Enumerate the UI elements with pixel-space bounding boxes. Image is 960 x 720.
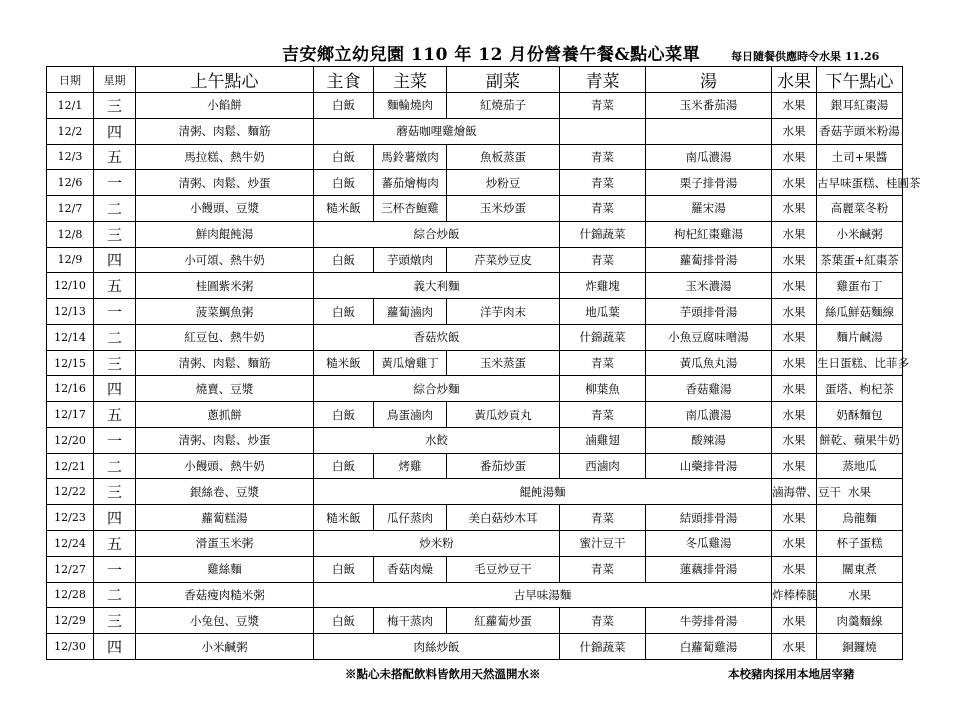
- date-cell: 12/27: [47, 556, 94, 582]
- date-cell: 12/17: [47, 402, 94, 428]
- weekday-cell: 四: [94, 505, 136, 531]
- pm-snack-cell: 關東煮: [817, 556, 903, 582]
- staple-cell: 糙米飯: [314, 196, 374, 222]
- fruit-cell: 水果: [772, 634, 817, 660]
- fruit-cell: 水果: [772, 170, 817, 196]
- combined-meal-cell: 綜合炒麵: [314, 376, 560, 402]
- soup-cell: 冬瓜雞湯: [646, 531, 772, 557]
- staple-cell: 白飯: [314, 402, 374, 428]
- veg-cell: 西滷肉: [560, 453, 646, 479]
- menu-row: [47, 247, 903, 273]
- menu-row: [47, 350, 903, 376]
- weekday-cell: 三: [94, 350, 136, 376]
- date-cell: 12/23: [47, 505, 94, 531]
- date-cell: 12/24: [47, 531, 94, 557]
- staple-cell: 糙米飯: [314, 350, 374, 376]
- date-cell: 12/15: [47, 350, 94, 376]
- fruit-cell: 水果: [772, 196, 817, 222]
- menu-row: [47, 144, 903, 170]
- lunch-menu-table: [46, 66, 921, 660]
- date-cell: 12/6: [47, 170, 94, 196]
- fruit-cell: 水果: [772, 505, 817, 531]
- veg-cell: 青菜: [560, 505, 646, 531]
- header-main: 主菜: [374, 67, 447, 93]
- date-cell: 12/10: [47, 273, 94, 299]
- fruit-cell: 水果: [772, 608, 817, 634]
- main-dish-cell: 馬鈴薯燉肉: [374, 144, 447, 170]
- veg-cell: 炸雞塊: [560, 273, 646, 299]
- staple-cell: 白飯: [314, 144, 374, 170]
- header-pm-snack: 下午點心: [817, 67, 903, 93]
- am-snack-cell: 清粥、肉鬆、麵筋: [136, 118, 314, 144]
- side-dish-cell: 芹菜炒豆皮: [447, 247, 560, 273]
- veg-cell: 青菜: [560, 608, 646, 634]
- fruit-cell: 水果: [772, 247, 817, 273]
- menu-row: [47, 634, 903, 660]
- weekday-cell: 一: [94, 556, 136, 582]
- header-date: 日期: [47, 67, 94, 93]
- staple-cell: 白飯: [314, 556, 374, 582]
- side-dish-cell: 美白菇炒木耳: [447, 505, 560, 531]
- date-cell: 12/1: [47, 93, 94, 119]
- menu-row: [47, 582, 903, 608]
- soup-cell: 南瓜濃湯: [646, 144, 772, 170]
- pm-snack-cell: 小米鹹粥: [817, 221, 903, 247]
- side-dish-cell: 紅蘿蔔炒蛋: [447, 608, 560, 634]
- staple-cell: 糙米飯: [314, 505, 374, 531]
- weekday-cell: 二: [94, 453, 136, 479]
- am-snack-cell: 紅豆包、熱牛奶: [136, 324, 314, 350]
- staple-cell: 白飯: [314, 453, 374, 479]
- veg-cell: 什錦蔬菜: [560, 634, 646, 660]
- date-cell: 12/22: [47, 479, 94, 505]
- am-snack-cell: 鮮肉餛飩湯: [136, 221, 314, 247]
- footer-pork-note: 本校豬肉採用本地居宰豬: [728, 667, 855, 681]
- soup-cell: 蓮藕排骨湯: [646, 556, 772, 582]
- header-soup: 湯: [646, 67, 772, 93]
- pm-snack-cell: 銅鑼燒: [817, 634, 903, 660]
- menu-row: [47, 118, 903, 144]
- main-dish-cell: 瓜仔蒸肉: [374, 505, 447, 531]
- date-cell: 12/3: [47, 144, 94, 170]
- am-snack-cell: 小饅頭、豆漿: [136, 196, 314, 222]
- am-snack-cell: 小餡餅: [136, 93, 314, 119]
- staple-cell: 白飯: [314, 170, 374, 196]
- veg-cell: 青菜: [560, 196, 646, 222]
- menu-row: [47, 453, 903, 479]
- am-snack-cell: 滑蛋玉米粥: [136, 531, 314, 557]
- main-dish-cell: 烤雞: [374, 453, 447, 479]
- combined-meal-cell: 綜合炒飯: [314, 221, 560, 247]
- menu-row: [47, 402, 903, 428]
- header-am-snack: 上午點心: [136, 67, 314, 93]
- fruit-cell: 水果: [772, 427, 817, 453]
- date-cell: 12/9: [47, 247, 94, 273]
- am-snack-cell: 蔥抓餅: [136, 402, 314, 428]
- menu-row: [47, 427, 903, 453]
- soup-cell: 酸辣湯: [646, 427, 772, 453]
- weekday-cell: 三: [94, 93, 136, 119]
- veg-cell: 什錦蔬菜: [560, 324, 646, 350]
- am-snack-cell: 小兔包、豆漿: [136, 608, 314, 634]
- date-cell: 12/21: [47, 453, 94, 479]
- staple-cell: 白飯: [314, 247, 374, 273]
- main-dish-cell: 蘿蔔滷肉: [374, 299, 447, 325]
- staple-cell: 白飯: [314, 299, 374, 325]
- main-dish-cell: 芋頭燉肉: [374, 247, 447, 273]
- soup-cell: 玉米濃湯: [646, 273, 772, 299]
- menu-row: [47, 376, 903, 402]
- side-dish-cell: 黃瓜炒貢丸: [447, 402, 560, 428]
- soup-cell: 山藥排骨湯: [646, 453, 772, 479]
- am-snack-cell: 桂圓紫米粥: [136, 273, 314, 299]
- combined-meal-cell: 餛飩湯麵: [314, 479, 772, 505]
- veg-cell: 柳葉魚: [560, 376, 646, 402]
- menu-row: [47, 221, 903, 247]
- main-dish-cell: 三杯杏鮑雞: [374, 196, 447, 222]
- main-dish-cell: 麵輪燒肉: [374, 93, 447, 119]
- pm-snack-cell: 高麗菜冬粉: [817, 196, 903, 222]
- soup-cell: 結頭排骨湯: [646, 505, 772, 531]
- soup-cell: [646, 118, 772, 144]
- date-cell: 12/30: [47, 634, 94, 660]
- am-snack-cell: 銀絲卷、豆漿: [136, 479, 314, 505]
- am-snack-cell: 清粥、肉鬆、炒蛋: [136, 427, 314, 453]
- date-cell: 12/28: [47, 582, 94, 608]
- weekday-cell: 五: [94, 402, 136, 428]
- veg-cell: 青菜: [560, 556, 646, 582]
- weekday-cell: 四: [94, 634, 136, 660]
- side-dish-cell: 炒粉豆: [447, 170, 560, 196]
- side-dish-cell: 洋芋肉末: [447, 299, 560, 325]
- side-dish-cell: 玉米炒蛋: [447, 196, 560, 222]
- fruit-cell: 水果: [772, 221, 817, 247]
- menu-row: [47, 531, 903, 557]
- veg-cell: 地瓜葉: [560, 299, 646, 325]
- am-snack-cell: 清粥、肉鬆、麵筋: [136, 350, 314, 376]
- weekday-cell: 三: [94, 221, 136, 247]
- veg-cell: 青菜: [560, 170, 646, 196]
- veg-cell: 青菜: [560, 350, 646, 376]
- menu-row: [47, 170, 903, 196]
- soup-cell: 滷海帶、豆干: [772, 479, 817, 505]
- am-snack-cell: 小米鹹粥: [136, 634, 314, 660]
- header-veg: 青菜: [560, 67, 646, 93]
- am-snack-cell: 蘿蔔糕湯: [136, 505, 314, 531]
- date-cell: 12/29: [47, 608, 94, 634]
- pm-snack-cell: 蒸地瓜: [817, 453, 903, 479]
- veg-cell: 青菜: [560, 402, 646, 428]
- am-snack-cell: 燒賣、豆漿: [136, 376, 314, 402]
- side-dish-cell: 魚板蒸蛋: [447, 144, 560, 170]
- menu-row: [47, 479, 903, 505]
- header-staple: 主食: [314, 67, 374, 93]
- main-dish-cell: 香菇肉燥: [374, 556, 447, 582]
- pm-snack-cell: 奶酥麵包: [817, 402, 903, 428]
- pm-snack-cell: 銀耳紅棗湯: [817, 93, 903, 119]
- menu-row: [47, 93, 903, 119]
- menu-title: 吉安鄉立幼兒園 110 年 12 月份營養午餐&點心菜單: [282, 45, 701, 65]
- am-snack-cell: 小饅頭、熱牛奶: [136, 453, 314, 479]
- date-cell: 12/8: [47, 221, 94, 247]
- menu-row: [47, 556, 903, 582]
- pm-snack-cell: 香菇芋頭米粉湯: [817, 118, 903, 144]
- fruit-cell: 水果: [817, 582, 903, 608]
- pm-snack-cell: 肉羹麵線: [817, 608, 903, 634]
- main-dish-cell: 黃瓜燴雞丁: [374, 350, 447, 376]
- soup-cell: 栗子排骨湯: [646, 170, 772, 196]
- fruit-cell: 水果: [772, 118, 817, 144]
- veg-cell: [560, 118, 646, 144]
- weekday-cell: 二: [94, 582, 136, 608]
- pm-snack-cell: 雞蛋布丁: [817, 273, 903, 299]
- am-snack-cell: 清粥、肉鬆、炒蛋: [136, 170, 314, 196]
- date-cell: 12/20: [47, 427, 94, 453]
- veg-cell: 滷雞翅: [560, 427, 646, 453]
- menu-row: [47, 324, 903, 350]
- fruit-cell: 水果: [817, 479, 903, 505]
- weekday-cell: 二: [94, 324, 136, 350]
- weekday-cell: 三: [94, 479, 136, 505]
- soup-cell: 牛蒡排骨湯: [646, 608, 772, 634]
- menu-row: [47, 299, 903, 325]
- soup-cell: 香菇雞湯: [646, 376, 772, 402]
- side-dish-cell: 紅燒茄子: [447, 93, 560, 119]
- pm-snack-cell: 茶葉蛋+紅棗茶: [817, 247, 903, 273]
- fruit-cell: 水果: [772, 453, 817, 479]
- fruit-cell: 水果: [772, 556, 817, 582]
- date-cell: 12/13: [47, 299, 94, 325]
- pm-snack-cell: 蛋塔、枸杞茶: [817, 376, 903, 402]
- main-dish-cell: 蕃茄燴梅肉: [374, 170, 447, 196]
- weekday-cell: 一: [94, 170, 136, 196]
- header-row: [47, 67, 903, 93]
- weekday-cell: 一: [94, 427, 136, 453]
- soup-cell: 芋頭排骨湯: [646, 299, 772, 325]
- fruit-cell: 水果: [772, 273, 817, 299]
- header-side: 副菜: [447, 67, 560, 93]
- weekday-cell: 二: [94, 196, 136, 222]
- date-cell: 12/2: [47, 118, 94, 144]
- staple-cell: 白飯: [314, 608, 374, 634]
- pm-snack-cell: 杯子蛋糕: [817, 531, 903, 557]
- side-dish-cell: 玉米蒸蛋: [447, 350, 560, 376]
- side-dish-cell: 番茄炒蛋: [447, 453, 560, 479]
- date-cell: 12/14: [47, 324, 94, 350]
- soup-cell: 黃瓜魚丸湯: [646, 350, 772, 376]
- pm-snack-cell: 生日蛋糕、比菲多: [817, 350, 903, 376]
- combined-meal-cell: 肉絲炒飯: [314, 634, 560, 660]
- veg-cell: 青菜: [560, 144, 646, 170]
- soup-cell: 蘿蔔排骨湯: [646, 247, 772, 273]
- fruit-cell: 水果: [772, 376, 817, 402]
- weekday-cell: 五: [94, 273, 136, 299]
- main-dish-cell: 鳥蛋滷肉: [374, 402, 447, 428]
- weekday-cell: 五: [94, 144, 136, 170]
- fruit-cell: 水果: [772, 144, 817, 170]
- combined-meal-cell: 炒米粉: [314, 531, 560, 557]
- soup-cell: 枸杞紅棗雞湯: [646, 221, 772, 247]
- soup-cell: 南瓜濃湯: [646, 402, 772, 428]
- combined-meal-cell: 古早味湯麵: [314, 582, 772, 608]
- weekday-cell: 四: [94, 247, 136, 273]
- header-fruit: 水果: [772, 67, 817, 93]
- weekday-cell: 三: [94, 608, 136, 634]
- pm-snack-cell: 餅乾、蘋果牛奶: [817, 427, 903, 453]
- pm-snack-cell: 土司+果醬: [817, 144, 903, 170]
- veg-cell: 什錦蔬菜: [560, 221, 646, 247]
- weekday-cell: 一: [94, 299, 136, 325]
- soup-cell: 玉米番茄湯: [646, 93, 772, 119]
- date-cell: 12/7: [47, 196, 94, 222]
- soup-cell: 羅宋湯: [646, 196, 772, 222]
- veg-cell: 青菜: [560, 93, 646, 119]
- menu-body: [47, 93, 921, 660]
- menu-row: [47, 505, 903, 531]
- pm-snack-cell: 烏龍麵: [817, 505, 903, 531]
- am-snack-cell: 小可頌、熱牛奶: [136, 247, 314, 273]
- fruit-cell: 水果: [772, 350, 817, 376]
- combined-meal-cell: 水餃: [314, 427, 560, 453]
- fruit-cell: 水果: [772, 402, 817, 428]
- am-snack-cell: 香菇瘦肉糙米粥: [136, 582, 314, 608]
- date-cell: 12/16: [47, 376, 94, 402]
- weekday-cell: 四: [94, 118, 136, 144]
- weekday-cell: 四: [94, 376, 136, 402]
- veg-cell: 青菜: [560, 247, 646, 273]
- am-snack-cell: 雞絲麵: [136, 556, 314, 582]
- soup-cell: 炸棒棒腿: [772, 582, 817, 608]
- am-snack-cell: 馬拉糕、熱牛奶: [136, 144, 314, 170]
- fruit-note: 每日隨餐供應時令水果 11.26: [731, 50, 880, 63]
- header-weekday: 星期: [94, 67, 136, 93]
- combined-meal-cell: 義大利麵: [314, 273, 560, 299]
- menu-row: [47, 608, 903, 634]
- combined-meal-cell: 香菇炊飯: [314, 324, 560, 350]
- pm-snack-cell: 古早味蛋糕、桂圓茶: [817, 170, 903, 196]
- weekday-cell: 五: [94, 531, 136, 557]
- staple-cell: 白飯: [314, 93, 374, 119]
- menu-row: [47, 196, 903, 222]
- footer-water-note: ※點心未搭配飲料皆飲用天然溫開水※: [345, 667, 541, 681]
- soup-cell: 小魚豆腐味噌湯: [646, 324, 772, 350]
- pm-snack-cell: 絲瓜鮮菇麵線: [817, 299, 903, 325]
- side-dish-cell: 毛豆炒豆干: [447, 556, 560, 582]
- fruit-cell: 水果: [772, 531, 817, 557]
- veg-cell: 蜜汁豆干: [560, 531, 646, 557]
- main-dish-cell: 梅干蒸肉: [374, 608, 447, 634]
- am-snack-cell: 菠菜鯛魚粥: [136, 299, 314, 325]
- fruit-cell: 水果: [772, 299, 817, 325]
- soup-cell: 白蘿蔔雞湯: [646, 634, 772, 660]
- combined-meal-cell: 蘑菇咖哩雞燴飯: [314, 118, 560, 144]
- fruit-cell: 水果: [772, 324, 817, 350]
- pm-snack-cell: 麵片鹹湯: [817, 324, 903, 350]
- fruit-cell: 水果: [772, 93, 817, 119]
- menu-row: [47, 273, 903, 299]
